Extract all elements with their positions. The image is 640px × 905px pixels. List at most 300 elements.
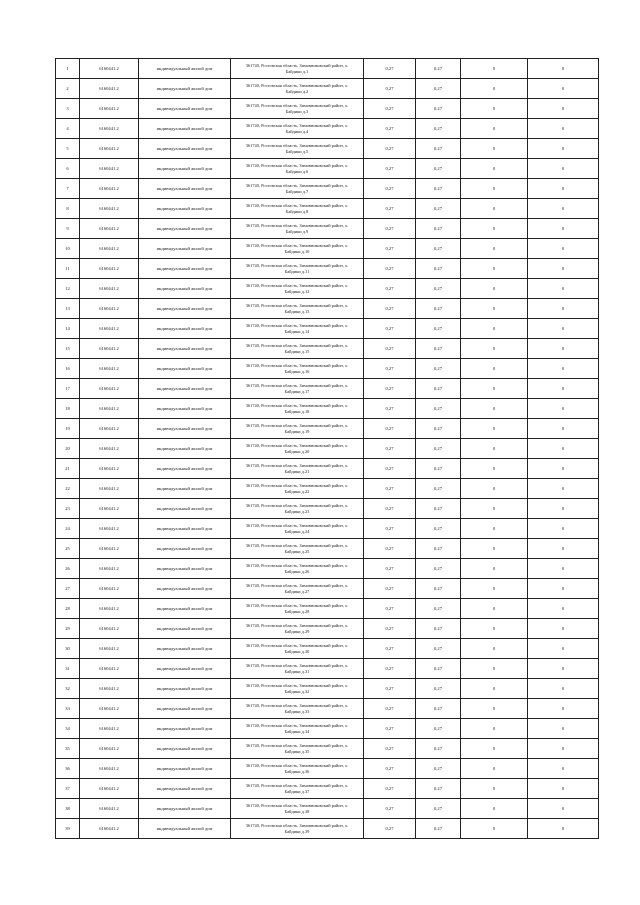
cell-value-4: 0 xyxy=(528,379,599,399)
cell-number: 13 xyxy=(56,299,80,319)
address-line-2: Байдики д.13 xyxy=(284,308,310,314)
data-table xyxy=(55,58,599,839)
cell-value-4: 0 xyxy=(528,459,599,479)
cell-code: 6160441.2 xyxy=(80,519,139,539)
cell-address xyxy=(231,59,364,79)
cell-value-2: 0,27 xyxy=(416,339,461,359)
cell-address xyxy=(231,239,364,259)
cell-object-type: индивидуальный жилой дом xyxy=(139,759,231,779)
cell-address xyxy=(231,99,364,119)
cell-number: 9 xyxy=(56,219,80,239)
cell-value-3: 0 xyxy=(461,819,528,839)
cell-value-3: 0 xyxy=(461,399,528,419)
cell-object-type: индивидуальный жилой дом xyxy=(139,59,231,79)
cell-value-1: 0,27 xyxy=(364,439,416,459)
cell-code: 6160441.2 xyxy=(80,119,139,139)
address-line-1: 361740, Ростовская область, Зимовниковский район, х. xyxy=(245,703,349,708)
address-line-1: 361740, Ростовская область, Зимовниковский район, х. xyxy=(245,403,349,408)
cell-value-1: 0,27 xyxy=(364,259,416,279)
address-line-2: Байдики д.8 xyxy=(285,208,309,214)
cell-number: 34 xyxy=(56,719,80,739)
cell-object-type: индивидуальный жилой дом xyxy=(139,579,231,599)
address-line-1: 361740, Ростовская область, Зимовниковский район, х. xyxy=(245,483,349,488)
cell-value-1: 0,27 xyxy=(364,719,416,739)
cell-value-4: 0 xyxy=(528,639,599,659)
cell-value-2: 0,27 xyxy=(416,359,461,379)
cell-object-type: индивидуальный жилой дом xyxy=(139,199,231,219)
cell-address xyxy=(231,799,364,819)
cell-value-3: 0 xyxy=(461,99,528,119)
cell-value-2: 0,27 xyxy=(416,619,461,639)
address-line-2: Байдики д.11 xyxy=(284,268,310,274)
cell-value-3: 0 xyxy=(461,659,528,679)
cell-value-4: 0 xyxy=(528,319,599,339)
cell-code: 6160441.2 xyxy=(80,319,139,339)
address-line-1: 361740, Ростовская область, Зимовниковский район, х. xyxy=(245,823,349,828)
cell-value-1: 0,27 xyxy=(364,679,416,699)
cell-number: 21 xyxy=(56,459,80,479)
cell-value-3: 0 xyxy=(461,359,528,379)
cell-value-4: 0 xyxy=(528,219,599,239)
address-line-2: Байдики д.33 xyxy=(284,708,310,714)
cell-value-3: 0 xyxy=(461,799,528,819)
cell-value-2: 0,27 xyxy=(416,299,461,319)
cell-code: 6160441.2 xyxy=(80,459,139,479)
cell-value-3: 0 xyxy=(461,439,528,459)
cell-object-type: индивидуальный жилой дом xyxy=(139,719,231,739)
cell-value-4: 0 xyxy=(528,439,599,459)
cell-code: 6160441.2 xyxy=(80,139,139,159)
cell-address xyxy=(231,159,364,179)
address-line-2: Байдики д.10 xyxy=(284,248,310,254)
table-row xyxy=(56,699,599,719)
address-line-1: 361740, Ростовская область, Зимовниковский район, х. xyxy=(245,383,349,388)
address-line-2: Байдики д.22 xyxy=(284,488,310,494)
cell-value-3: 0 xyxy=(461,499,528,519)
cell-value-3: 0 xyxy=(461,459,528,479)
cell-address xyxy=(231,179,364,199)
cell-code: 6160441.2 xyxy=(80,639,139,659)
cell-value-2: 0,27 xyxy=(416,219,461,239)
address-line-1: 361740, Ростовская область, Зимовниковский район, х. xyxy=(245,343,349,348)
cell-value-1: 0,27 xyxy=(364,599,416,619)
cell-value-3: 0 xyxy=(461,579,528,599)
cell-number: 3 xyxy=(56,99,80,119)
address-line-1: 361740, Ростовская область, Зимовниковский район, х. xyxy=(245,443,349,448)
cell-value-3: 0 xyxy=(461,739,528,759)
cell-value-3: 0 xyxy=(461,719,528,739)
cell-value-1: 0,27 xyxy=(364,319,416,339)
cell-value-3: 0 xyxy=(461,419,528,439)
cell-object-type: индивидуальный жилой дом xyxy=(139,79,231,99)
address-line-2: Байдики д.17 xyxy=(284,388,310,394)
cell-value-4: 0 xyxy=(528,159,599,179)
table-row xyxy=(56,539,599,559)
address-line-1: 361740, Ростовская область, Зимовниковский район, х. xyxy=(245,83,349,88)
table-row xyxy=(56,99,599,119)
cell-number: 18 xyxy=(56,399,80,419)
address-line-1: 361740, Ростовская область, Зимовниковский район, х. xyxy=(245,103,349,108)
cell-object-type: индивидуальный жилой дом xyxy=(139,259,231,279)
cell-number: 24 xyxy=(56,519,80,539)
cell-number: 28 xyxy=(56,599,80,619)
cell-number: 14 xyxy=(56,319,80,339)
cell-number: 1 xyxy=(56,59,80,79)
address-line-1: 361740, Ростовская область, Зимовниковский район, х. xyxy=(245,223,349,228)
cell-code: 6160441.2 xyxy=(80,779,139,799)
address-line-2: Байдики д.1 xyxy=(285,68,309,74)
table-row xyxy=(56,239,599,259)
address-line-1: 361740, Ростовская область, Зимовниковский район, х. xyxy=(245,683,349,688)
table-row xyxy=(56,599,599,619)
cell-value-4: 0 xyxy=(528,239,599,259)
cell-value-4: 0 xyxy=(528,299,599,319)
table-row xyxy=(56,259,599,279)
cell-number: 31 xyxy=(56,659,80,679)
cell-value-2: 0,27 xyxy=(416,279,461,299)
cell-number: 39 xyxy=(56,819,80,839)
table-row xyxy=(56,159,599,179)
cell-address xyxy=(231,259,364,279)
cell-address xyxy=(231,699,364,719)
cell-value-3: 0 xyxy=(461,59,528,79)
cell-value-2: 0,27 xyxy=(416,479,461,499)
cell-value-2: 0,27 xyxy=(416,59,461,79)
cell-number: 8 xyxy=(56,199,80,219)
cell-code: 6160441.2 xyxy=(80,99,139,119)
cell-value-4: 0 xyxy=(528,619,599,639)
cell-object-type: индивидуальный жилой дом xyxy=(139,119,231,139)
address-line-1: 361740, Ростовская область, Зимовниковский район, х. xyxy=(245,643,349,648)
cell-object-type: индивидуальный жилой дом xyxy=(139,659,231,679)
address-line-1: 361740, Ростовская область, Зимовниковский район, х. xyxy=(245,623,349,628)
cell-value-1: 0,27 xyxy=(364,299,416,319)
cell-value-3: 0 xyxy=(461,299,528,319)
address-line-1: 361740, Ростовская область, Зимовниковский район, х. xyxy=(245,143,349,148)
cell-number: 37 xyxy=(56,779,80,799)
cell-object-type: индивидуальный жилой дом xyxy=(139,359,231,379)
cell-value-1: 0,27 xyxy=(364,479,416,499)
address-line-2: Байдики д.36 xyxy=(284,768,310,774)
address-line-1: 361740, Ростовская область, Зимовниковский район, х. xyxy=(245,603,349,608)
cell-address xyxy=(231,399,364,419)
table-row xyxy=(56,59,599,79)
table-row xyxy=(56,479,599,499)
cell-address xyxy=(231,319,364,339)
address-line-1: 361740, Ростовская область, Зимовниковский район, х. xyxy=(245,763,349,768)
cell-value-4: 0 xyxy=(528,579,599,599)
cell-code: 6160441.2 xyxy=(80,179,139,199)
address-line-1: 361740, Ростовская область, Зимовниковский район, х. xyxy=(245,783,349,788)
address-line-2: Байдики д.27 xyxy=(284,588,310,594)
cell-value-4: 0 xyxy=(528,659,599,679)
cell-object-type: индивидуальный жилой дом xyxy=(139,239,231,259)
cell-value-4: 0 xyxy=(528,739,599,759)
cell-code: 6160441.2 xyxy=(80,619,139,639)
cell-value-1: 0,27 xyxy=(364,519,416,539)
address-line-2: Байдики д.28 xyxy=(284,608,310,614)
cell-value-3: 0 xyxy=(461,699,528,719)
cell-value-2: 0,27 xyxy=(416,799,461,819)
address-line-2: Байдики д.35 xyxy=(284,748,310,754)
cell-value-3: 0 xyxy=(461,179,528,199)
cell-number: 5 xyxy=(56,139,80,159)
address-line-1: 361740, Ростовская область, Зимовниковский район, х. xyxy=(245,543,349,548)
address-line-2: Байдики д.25 xyxy=(284,548,310,554)
cell-value-4: 0 xyxy=(528,499,599,519)
cell-number: 12 xyxy=(56,279,80,299)
cell-code: 6160441.2 xyxy=(80,379,139,399)
cell-address xyxy=(231,439,364,459)
cell-address xyxy=(231,499,364,519)
cell-value-1: 0,27 xyxy=(364,499,416,519)
address-line-2: Байдики д.19 xyxy=(284,428,310,434)
cell-value-2: 0,27 xyxy=(416,439,461,459)
address-line-2: Байдики д.37 xyxy=(284,788,310,794)
cell-code: 6160441.2 xyxy=(80,359,139,379)
cell-address xyxy=(231,519,364,539)
table-row xyxy=(56,519,599,539)
cell-number: 38 xyxy=(56,799,80,819)
cell-object-type: индивидуальный жилой дом xyxy=(139,539,231,559)
cell-value-2: 0,27 xyxy=(416,719,461,739)
address-line-2: Байдики д.24 xyxy=(284,528,310,534)
cell-object-type: индивидуальный жилой дом xyxy=(139,819,231,839)
cell-number: 17 xyxy=(56,379,80,399)
cell-code: 6160441.2 xyxy=(80,759,139,779)
address-line-1: 361740, Ростовская область, Зимовниковский район, х. xyxy=(245,163,349,168)
table-body xyxy=(56,59,599,839)
cell-value-3: 0 xyxy=(461,279,528,299)
cell-value-3: 0 xyxy=(461,379,528,399)
cell-value-2: 0,27 xyxy=(416,459,461,479)
address-line-1: 361740, Ростовская область, Зимовниковский район, х. xyxy=(245,123,349,128)
cell-value-1: 0,27 xyxy=(364,99,416,119)
address-line-2: Байдики д.29 xyxy=(284,628,310,634)
cell-number: 20 xyxy=(56,439,80,459)
cell-address xyxy=(231,419,364,439)
cell-object-type: индивидуальный жилой дом xyxy=(139,459,231,479)
table-row xyxy=(56,139,599,159)
cell-value-1: 0,27 xyxy=(364,459,416,479)
cell-value-1: 0,27 xyxy=(364,119,416,139)
cell-value-3: 0 xyxy=(461,619,528,639)
cell-value-1: 0,27 xyxy=(364,59,416,79)
cell-value-1: 0,27 xyxy=(364,219,416,239)
cell-value-3: 0 xyxy=(461,679,528,699)
cell-value-4: 0 xyxy=(528,59,599,79)
cell-value-2: 0,27 xyxy=(416,179,461,199)
cell-number: 27 xyxy=(56,579,80,599)
cell-value-1: 0,27 xyxy=(364,819,416,839)
cell-value-2: 0,27 xyxy=(416,99,461,119)
cell-value-2: 0,27 xyxy=(416,759,461,779)
cell-object-type: индивидуальный жилой дом xyxy=(139,439,231,459)
cell-value-3: 0 xyxy=(461,519,528,539)
cell-value-2: 0,27 xyxy=(416,159,461,179)
cell-value-2: 0,27 xyxy=(416,259,461,279)
cell-value-2: 0,27 xyxy=(416,519,461,539)
cell-number: 36 xyxy=(56,759,80,779)
cell-object-type: индивидуальный жилой дом xyxy=(139,219,231,239)
cell-address xyxy=(231,539,364,559)
cell-number: 32 xyxy=(56,679,80,699)
cell-code: 6160441.2 xyxy=(80,259,139,279)
address-line-2: Байдики д.30 xyxy=(284,648,310,654)
table-row xyxy=(56,499,599,519)
cell-value-2: 0,27 xyxy=(416,499,461,519)
address-line-2: Байдики д.39 xyxy=(284,828,310,834)
cell-object-type: индивидуальный жилой дом xyxy=(139,379,231,399)
cell-code: 6160441.2 xyxy=(80,79,139,99)
cell-value-3: 0 xyxy=(461,79,528,99)
cell-value-1: 0,27 xyxy=(364,759,416,779)
cell-value-4: 0 xyxy=(528,139,599,159)
cell-value-4: 0 xyxy=(528,419,599,439)
cell-value-3: 0 xyxy=(461,259,528,279)
table-row xyxy=(56,379,599,399)
cell-address xyxy=(231,139,364,159)
cell-code: 6160441.2 xyxy=(80,399,139,419)
address-line-2: Байдики д.16 xyxy=(284,368,310,374)
table-row xyxy=(56,739,599,759)
cell-value-4: 0 xyxy=(528,259,599,279)
address-line-1: 361740, Ростовская область, Зимовниковский район, х. xyxy=(245,663,349,668)
cell-code: 6160441.2 xyxy=(80,659,139,679)
cell-value-4: 0 xyxy=(528,559,599,579)
cell-value-1: 0,27 xyxy=(364,279,416,299)
table-row xyxy=(56,339,599,359)
cell-value-4: 0 xyxy=(528,819,599,839)
cell-value-4: 0 xyxy=(528,399,599,419)
cell-number: 2 xyxy=(56,79,80,99)
cell-code: 6160441.2 xyxy=(80,419,139,439)
table-row xyxy=(56,679,599,699)
cell-value-3: 0 xyxy=(461,479,528,499)
cell-value-1: 0,27 xyxy=(364,799,416,819)
cell-value-2: 0,27 xyxy=(416,379,461,399)
address-line-2: Байдики д.2 xyxy=(285,88,309,94)
table-row xyxy=(56,819,599,839)
address-line-2: Байдики д.32 xyxy=(284,688,310,694)
cell-value-2: 0,27 xyxy=(416,319,461,339)
cell-code: 6160441.2 xyxy=(80,299,139,319)
cell-value-3: 0 xyxy=(461,539,528,559)
cell-value-4: 0 xyxy=(528,779,599,799)
table-row xyxy=(56,759,599,779)
cell-address xyxy=(231,359,364,379)
address-line-1: 361740, Ростовская область, Зимовниковский район, х. xyxy=(245,243,349,248)
table-row xyxy=(56,779,599,799)
cell-value-4: 0 xyxy=(528,79,599,99)
address-line-1: 361740, Ростовская область, Зимовниковский район, х. xyxy=(245,323,349,328)
cell-value-4: 0 xyxy=(528,339,599,359)
cell-number: 7 xyxy=(56,179,80,199)
cell-value-4: 0 xyxy=(528,359,599,379)
cell-value-2: 0,27 xyxy=(416,599,461,619)
cell-value-1: 0,27 xyxy=(364,79,416,99)
cell-value-1: 0,27 xyxy=(364,339,416,359)
address-line-1: 361740, Ростовская область, Зимовниковский район, х. xyxy=(245,523,349,528)
cell-object-type: индивидуальный жилой дом xyxy=(139,559,231,579)
cell-code: 6160441.2 xyxy=(80,799,139,819)
table-row xyxy=(56,299,599,319)
cell-number: 11 xyxy=(56,259,80,279)
cell-number: 33 xyxy=(56,699,80,719)
cell-object-type: индивидуальный жилой дом xyxy=(139,639,231,659)
cell-code: 6160441.2 xyxy=(80,679,139,699)
cell-value-2: 0,27 xyxy=(416,239,461,259)
cell-address xyxy=(231,279,364,299)
cell-address xyxy=(231,379,364,399)
cell-value-1: 0,27 xyxy=(364,159,416,179)
cell-address xyxy=(231,579,364,599)
address-line-2: Байдики д.38 xyxy=(284,808,310,814)
cell-code: 6160441.2 xyxy=(80,59,139,79)
table-row xyxy=(56,279,599,299)
address-line-1: 361740, Ростовская область, Зимовниковский район, х. xyxy=(245,743,349,748)
cell-value-4: 0 xyxy=(528,719,599,739)
cell-number: 16 xyxy=(56,359,80,379)
address-line-1: 361740, Ростовская область, Зимовниковский район, х. xyxy=(245,363,349,368)
cell-value-1: 0,27 xyxy=(364,739,416,759)
cell-value-1: 0,27 xyxy=(364,139,416,159)
table-row xyxy=(56,79,599,99)
cell-address xyxy=(231,739,364,759)
cell-number: 26 xyxy=(56,559,80,579)
cell-object-type: индивидуальный жилой дом xyxy=(139,179,231,199)
cell-value-2: 0,27 xyxy=(416,119,461,139)
cell-value-3: 0 xyxy=(461,199,528,219)
cell-value-4: 0 xyxy=(528,759,599,779)
table-row xyxy=(56,559,599,579)
cell-address xyxy=(231,759,364,779)
address-line-1: 361740, Ростовская область, Зимовниковский район, х. xyxy=(245,583,349,588)
table-row xyxy=(56,799,599,819)
cell-value-3: 0 xyxy=(461,119,528,139)
table-row xyxy=(56,579,599,599)
cell-value-3: 0 xyxy=(461,319,528,339)
cell-value-2: 0,27 xyxy=(416,819,461,839)
table-row xyxy=(56,719,599,739)
cell-value-4: 0 xyxy=(528,799,599,819)
address-line-2: Байдики д.34 xyxy=(284,728,310,734)
cell-value-1: 0,27 xyxy=(364,399,416,419)
cell-address xyxy=(231,599,364,619)
cell-value-2: 0,27 xyxy=(416,419,461,439)
address-line-2: Байдики д.18 xyxy=(284,408,310,414)
cell-value-1: 0,27 xyxy=(364,659,416,679)
cell-value-2: 0,27 xyxy=(416,139,461,159)
cell-number: 25 xyxy=(56,539,80,559)
cell-value-3: 0 xyxy=(461,159,528,179)
cell-number: 30 xyxy=(56,639,80,659)
cell-value-3: 0 xyxy=(461,759,528,779)
cell-value-2: 0,27 xyxy=(416,559,461,579)
cell-object-type: индивидуальный жилой дом xyxy=(139,399,231,419)
cell-code: 6160441.2 xyxy=(80,279,139,299)
cell-code: 6160441.2 xyxy=(80,499,139,519)
cell-object-type: индивидуальный жилой дом xyxy=(139,299,231,319)
cell-value-4: 0 xyxy=(528,539,599,559)
cell-value-2: 0,27 xyxy=(416,699,461,719)
cell-address xyxy=(231,679,364,699)
address-line-2: Байдики д.6 xyxy=(285,168,309,174)
address-line-2: Байдики д.20 xyxy=(284,448,310,454)
address-line-1: 361740, Ростовская область, Зимовниковский район, х. xyxy=(245,183,349,188)
cell-value-1: 0,27 xyxy=(364,539,416,559)
address-line-1: 361740, Ростовская область, Зимовниковский район, х. xyxy=(245,423,349,428)
